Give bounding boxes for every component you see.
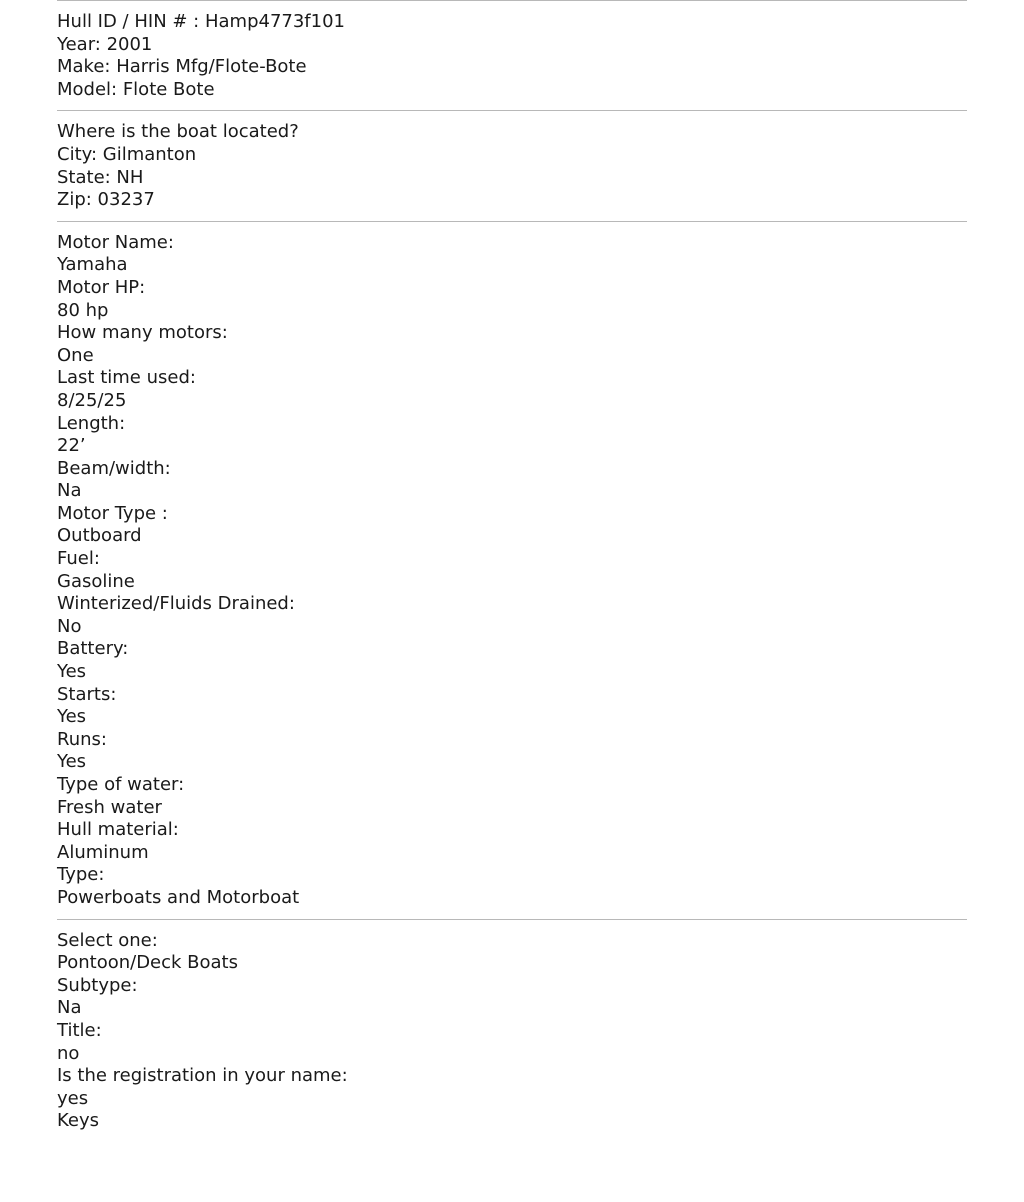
detail-value: Yes xyxy=(57,661,87,683)
detail-value: 80 hp xyxy=(57,299,109,321)
extra-section xyxy=(57,920,967,1142)
extra-label: Subtype: xyxy=(57,974,138,996)
extra-value: no xyxy=(57,1042,80,1064)
detail-value: Fresh water xyxy=(57,796,162,818)
detail-label: Runs: xyxy=(57,728,107,750)
detail-value: Aluminum xyxy=(57,841,149,863)
detail-label: Fuel: xyxy=(57,548,100,570)
hull-id-line: Hull ID / HIN # : Hamp4773f101 xyxy=(57,11,345,32)
detail-label: Type of water: xyxy=(57,774,185,795)
extra-value: Na xyxy=(57,997,82,1019)
detail-value: Yes xyxy=(57,706,87,728)
detail-label: Starts: xyxy=(57,683,117,705)
city-line: City: Gilmanton xyxy=(57,143,197,165)
extra-value: yes xyxy=(57,1087,89,1109)
detail-value: No xyxy=(57,615,82,637)
detail-value: Yes xyxy=(57,751,87,773)
location-question: Where is the boat located? xyxy=(57,121,299,143)
year-line: Year: 2001 xyxy=(57,33,153,55)
boat-listing-document xyxy=(57,0,967,1142)
detail-label: Beam/width: xyxy=(57,457,171,479)
detail-label: Motor Name: xyxy=(57,231,174,253)
detail-label: How many motors: xyxy=(57,322,228,344)
extra-value: Pontoon/Deck Boats xyxy=(57,952,238,974)
vessel-section xyxy=(57,1,967,110)
detail-value: 8/25/25 xyxy=(57,389,127,411)
detail-label: Motor HP: xyxy=(57,276,146,298)
detail-value: Powerboats and Motorboat xyxy=(57,886,300,908)
detail-value: Na xyxy=(57,480,82,502)
keys-label: Keys xyxy=(57,1110,100,1132)
zip-line: Zip: 03237 xyxy=(57,189,155,211)
model-line: Model: Flote Bote xyxy=(57,78,215,100)
extra-label: Is the registration in your name: xyxy=(57,1065,348,1087)
detail-value: 22’ xyxy=(57,435,86,457)
detail-value: Yamaha xyxy=(57,254,128,276)
detail-label: Type: xyxy=(57,864,105,886)
make-line: Make: Harris Mfg/Flote-Bote xyxy=(57,56,307,78)
detail-label: Hull material: xyxy=(57,819,179,841)
detail-label: Winterized/Fluids Drained: xyxy=(57,593,295,615)
extra-label: Select one: xyxy=(57,929,158,951)
detail-value: Outboard xyxy=(57,525,142,547)
details-section xyxy=(57,222,967,919)
detail-label: Length: xyxy=(57,412,126,434)
detail-value: One xyxy=(57,344,94,366)
detail-label: Battery: xyxy=(57,638,129,660)
state-line: State: NH xyxy=(57,166,144,188)
detail-label: Last time used: xyxy=(57,367,196,389)
detail-label: Motor Type : xyxy=(57,502,168,524)
location-section xyxy=(57,111,967,220)
detail-value: Gasoline xyxy=(57,570,135,592)
extra-label: Title: xyxy=(57,1019,102,1041)
